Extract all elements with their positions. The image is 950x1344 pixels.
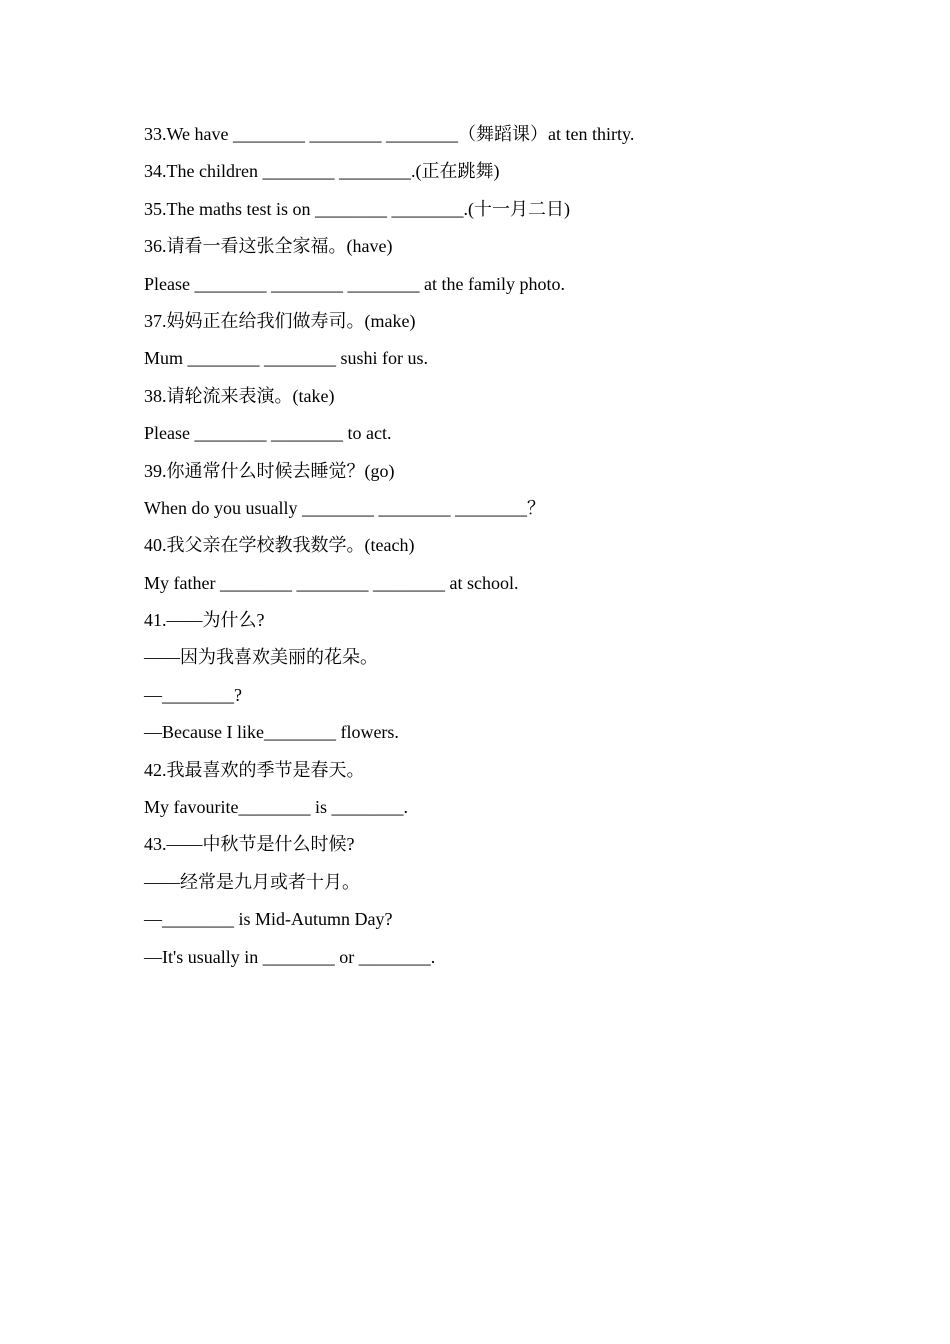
- question-39-answer-line: When do you usually ________ ________ ________？: [144, 497, 545, 518]
- question-36-prompt: 36.请看一看这张全家福。(have): [144, 236, 393, 257]
- question-37-prompt: 37.妈妈正在给我们做寿司。(make): [144, 310, 416, 331]
- question-43-prompt: 43.——中秋节是什么时候?: [144, 834, 355, 855]
- question-40-prompt: 40.我父亲在学校教我数学。(teach): [144, 535, 415, 556]
- question-38-answer-line: Please ________ ________ to act.: [144, 423, 392, 444]
- question-36-answer-line: Please ________ ________ ________ at the family photo.: [144, 273, 565, 294]
- exercise-list: [144, 120, 864, 980]
- question-43-answer-line-1: —________ is Mid-Autumn Day?: [144, 909, 393, 930]
- question-43-answer-line-2: —It's usually in ________ or ________.: [144, 946, 436, 967]
- question-33: 33.We have ________ ________ ________（舞蹈课）at ten thirty.: [144, 124, 635, 144]
- question-41-prompt-reply: ——因为我喜欢美丽的花朵。: [144, 647, 378, 668]
- question-40-answer-line: My father ________ ________ ________ at school.: [144, 572, 519, 593]
- question-41-answer-line-2: —Because I like________ flowers.: [144, 722, 399, 743]
- question-35: 35.The maths test is on ________ ________.(十一月二日): [144, 198, 570, 219]
- question-37-answer-line: Mum ________ ________ sushi for us.: [144, 348, 429, 369]
- question-42-answer-line: My favourite________ is ________.: [144, 797, 408, 818]
- question-34: 34.The children ________ ________.(正在跳舞): [144, 161, 500, 182]
- question-41-prompt: 41.——为什么?: [144, 610, 265, 631]
- question-38-prompt: 38.请轮流来表演。(take): [144, 385, 335, 406]
- question-42-prompt: 42.我最喜欢的季节是春天。: [144, 759, 365, 780]
- question-41-answer-line-1: —________?: [144, 684, 242, 705]
- question-39-prompt: 39.你通常什么时候去睡觉？(go): [144, 460, 395, 481]
- question-43-prompt-reply: ——经常是九月或者十月。: [144, 871, 360, 892]
